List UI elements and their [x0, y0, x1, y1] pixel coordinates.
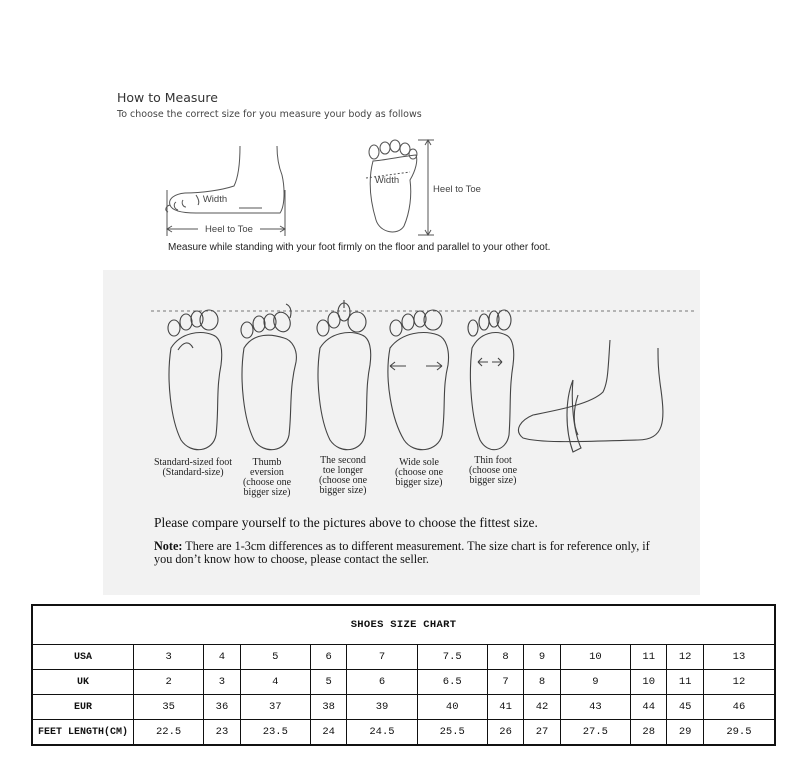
compare-instruction: Please compare yourself to the pictures above to choose the fittest size.: [154, 515, 538, 530]
size-cell: 5: [310, 670, 346, 695]
size-cell: 9: [560, 670, 630, 695]
measure-illustrations: [0, 0, 800, 262]
size-row-feet-length: [32, 720, 775, 746]
measure-subtitle: To choose the correct size for you measure your body as follows: [117, 109, 422, 120]
size-cell: 40: [417, 695, 487, 720]
size-cell: 6: [347, 670, 417, 695]
size-cell: 23.5: [240, 720, 310, 746]
size-cell: 37: [240, 695, 310, 720]
size-cell: 7: [347, 645, 417, 670]
compare-note: [154, 540, 654, 566]
size-chart-title: SHOES SIZE CHART: [32, 605, 775, 645]
size-cell: 10: [560, 645, 630, 670]
size-cell: 5: [240, 645, 310, 670]
size-cell: 8: [524, 670, 560, 695]
size-cell: 39: [347, 695, 417, 720]
measure-note: Measure while standing with your foot firmly on the floor and parallel to your other foot.: [168, 242, 551, 253]
size-cell: 6: [310, 645, 346, 670]
size-cell: 27: [524, 720, 560, 746]
size-cell: 11: [667, 670, 703, 695]
size-cell: 22.5: [134, 720, 204, 746]
size-cell: 24.5: [347, 720, 417, 746]
size-cell: 7.5: [417, 645, 487, 670]
foot-label-standard: Standard-sized foot (Standard-size): [153, 457, 233, 478]
size-cell: 44: [630, 695, 666, 720]
note-label: Note:: [154, 539, 183, 553]
side-foot-measure-shape: [518, 340, 662, 452]
row-label: UK: [32, 670, 134, 695]
row-label: USA: [32, 645, 134, 670]
size-cell: 46: [703, 695, 775, 720]
size-cell: 28: [630, 720, 666, 746]
side-foot-illustration: [166, 146, 285, 236]
size-cell: 24: [310, 720, 346, 746]
size-cell: 10: [630, 670, 666, 695]
second-toe-longer-foot-shape: [317, 300, 371, 450]
size-cell: 27.5: [560, 720, 630, 746]
size-cell: 11: [630, 645, 666, 670]
note-text: There are 1-3cm differences as to different measurement. The size chart is for reference only, if you don’t know how to choose, please contact the seller.: [154, 539, 650, 566]
foot-label-wide-sole: Wide sole (choose one bigger size): [394, 457, 444, 488]
size-cell: 41: [487, 695, 523, 720]
size-cell: 38: [310, 695, 346, 720]
standard-foot-shape: [168, 310, 222, 450]
size-row-eur: [32, 695, 775, 720]
sole-width-label: Width: [374, 175, 400, 186]
size-chart-title-row: [32, 605, 775, 645]
size-row-usa: [32, 645, 775, 670]
side-width-label: Width: [202, 194, 228, 205]
thin-foot-shape: [468, 310, 514, 450]
size-cell: 4: [204, 645, 240, 670]
foot-type-comparison-panel: [103, 270, 700, 595]
foot-label-thin-foot: Thin foot (choose one bigger size): [468, 455, 518, 486]
side-length-label: Heel to Toe: [205, 224, 253, 235]
size-cell: 8: [487, 645, 523, 670]
size-cell: 45: [667, 695, 703, 720]
foot-label-second-toe: The second toe longer (choose one bigger size): [318, 455, 368, 496]
size-cell: 7: [487, 670, 523, 695]
size-cell: 35: [134, 695, 204, 720]
size-cell: 4: [240, 670, 310, 695]
sole-foot-illustration: [366, 140, 434, 235]
size-cell: 43: [560, 695, 630, 720]
size-cell: 2: [134, 670, 204, 695]
size-cell: 25.5: [417, 720, 487, 746]
how-to-measure-section: [0, 0, 800, 262]
size-cell: 29.5: [703, 720, 775, 746]
size-cell: 42: [524, 695, 560, 720]
size-cell: 9: [524, 645, 560, 670]
measure-title: How to Measure: [117, 90, 218, 105]
wide-sole-foot-shape: [388, 310, 449, 450]
size-cell: 36: [204, 695, 240, 720]
size-cell: 6.5: [417, 670, 487, 695]
foot-label-thumb-eversion: Thumb eversion (choose one bigger size): [242, 457, 292, 498]
sole-length-label: Heel to Toe: [433, 184, 481, 195]
thumb-eversion-foot-shape: [241, 304, 296, 450]
size-cell: 26: [487, 720, 523, 746]
row-label: FEET LENGTH(CM): [32, 720, 134, 746]
shoes-size-chart: [31, 604, 776, 746]
size-cell: 23: [204, 720, 240, 746]
size-cell: 3: [134, 645, 204, 670]
size-cell: 3: [204, 670, 240, 695]
size-cell: 12: [667, 645, 703, 670]
size-cell: 13: [703, 645, 775, 670]
row-label: EUR: [32, 695, 134, 720]
size-row-uk: [32, 670, 775, 695]
size-cell: 12: [703, 670, 775, 695]
size-cell: 29: [667, 720, 703, 746]
